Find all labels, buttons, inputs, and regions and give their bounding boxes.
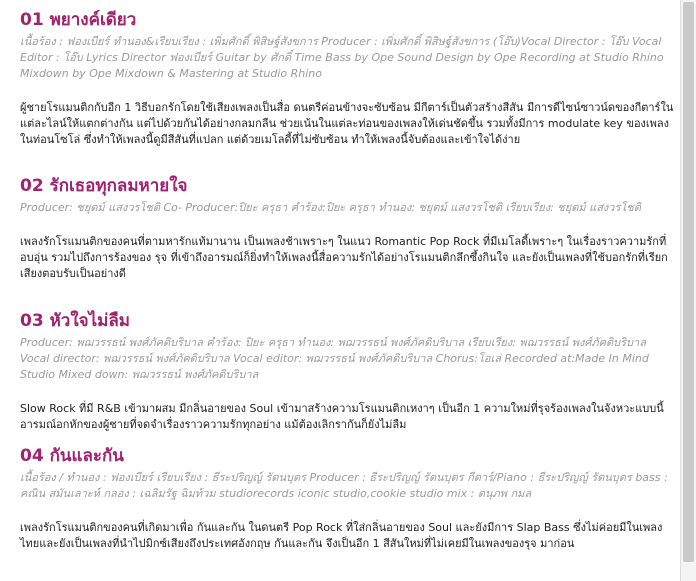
track-entry (20, 9, 676, 148)
track-entry (20, 175, 676, 282)
track-entry (20, 445, 676, 552)
track-description: เพลงรักโรแมนติกของคนที่ตามหารักแท้มานาน เป็นเพลงช้าเพราะๆ ในแนว Romantic Pop Rock ที่มีเมโลดี้เพราะๆ ในเรื่องราวความรักที่อบอุ่น รวมไปถึงการร้องของ รุจ ที่เข้าถึงอารมณ์ก็ยิ่งทำให้เพลงนี้สื่อความรักได้อย่างโรแมนติกลึกซึ้งกินใจ และยังเป็นเพลงที่ใช้บอกรักที่เรียกเสียงตอบรับเป็นอย่างดี (20, 235, 668, 280)
track-description: ผู้ชายโรแมนติกกับอีก 1 วิธีบอกรักโดยใช้เสียงเพลงเป็นสื่อ ดนตรีค่อนข้างจะซับซ้อน มีกีตาร์เป็นตัวสร้างสีสัน มีการดีไซน์ซาวน์ดของกีตาร์ในแต่ละไลน์ให้แตกต่างกัน แต่ไปด้วยกันได้อย่างกลมกลืน ช่วยเน้นในแต่ละท่อนของเพลงให้เด่นชัดขึ้น รวมทั้งมีการ modulate key ของเพลงในท่อนโซโล่ ซึ่งทำให้เพลงนี้ดูมีสีสันที่แปลก แต่ด้วยเมโลดี้ที่ไม่ซับซ้อน ทำให้เพลงนี้จับต้องและเข้าใจได้ง่าย (20, 101, 674, 146)
track-credits: Producer: พฌวรรธน์ พงศ์ภัคดิบริบาล คำร้อง: ปิยะ ครุธา ทำนอง: พฌวรรธน์ พงศ์ภัคดิบริบาล เรียบเรียง: พฌวรรธน์ พงศ์ภัคดิบริบาล Vocal director: พฌวรรธน์ พงศ์ภัคดิบริบาล Vocal editor: พฌวรรธน์ พงศ์ภัคดิบริบาล Chorus:โอเล่ Recorded at:Made In Mind Studio Mixed down: พฌวรรธน์ พงศ์ภัคดิบริบาล (20, 336, 649, 381)
track-title: 02 รักเธอทุกลมหายใจ (20, 176, 188, 196)
track-title: 03 หัวใจไม่ลืม (20, 311, 130, 331)
track-title: 01 พยางค์เดียว (20, 10, 137, 30)
scrollbar-thumb[interactable] (683, 2, 694, 562)
vertical-scrollbar[interactable] (680, 0, 696, 581)
track-credits: เนื้อร้อง : ฟองเบียร์ ทำนอง&เรียบเรียง : เพิ่มศักดิ์ พิสิษฐ์สังขการ Producer : เพิ่มศักดิ์ พิสิษฐ์สังขการ (โอ๊บ)Vocal Director : โอ๊บ Vocal Editor : โอ๊บ Lyrics Director ฟองเบียร์ Guitar by ศักดิ์ Time Bass by Ope Sound Design by Ope Recording at Studio Rhino Mixdown by Ope Mixdown & Mastering at Studio Rhino (20, 35, 664, 80)
track-description: Slow Rock ที่มี R&B เข้ามาผสม มีกลิ่นอายของ Soul เข้ามาสร้างความโรแมนติกเหงาๆ เป็นอีก 1 ความใหม่ที่รุจร้องเพลงในจังหวะแบบนี้ อารมณ์อกหักของผู้ชายที่จดจำเรื่องราวความรักทุกอย่าง แม้ต้องเลิกรากันก็ยังไม่ลืม (20, 402, 664, 431)
track-entry (20, 310, 676, 433)
track-credits: เนื้อร้อง / ทำนอง : ฟองเบียร์ เรียบเรียง : ธีระปริญญ์ รัตนบุตร Producer : ธีระปริญญ์ รัตนบุตร กีตาร์/Piano : ธีระปริญญ์ รัตนบุตร bass : คณิน สมันเลาะห์ กลอง : เฉลิมรัฐ ฉิมท้วม studiorecords iconic studio,cookie studio mix : ดนุภพ กมล (20, 471, 668, 500)
track-title: 04 กันและกัน (20, 446, 124, 466)
track-credits: Producer: ชยุตม์ แสงวรโชติ Co- Producer:ปิยะ ครุธา คำร้อง:ปิยะ ครุธา ทำนอง: ชยุตม์ แสงวรโชติ เรียบเรียง: ชยุตม์ แสงวรโชติ (20, 201, 641, 214)
track-description: เพลงรักโรแมนติกของคนที่เกิดมาเพื่อ กันและกัน ในดนตรี Pop Rock ที่ใส่กลิ่นอายของ Soul และยังมีการ Slap Bass ซึ่งไม่ค่อยมีในเพลงไทยและยังเป็นเพลงที่นำไปมิกซ์เสียงถึงประเทศอังกฤษ กันและกัน จึงเป็นอีก 1 สีสันใหม่ที่ไม่เคยมีในเพลงของรุจ มาก่อน (20, 521, 663, 550)
